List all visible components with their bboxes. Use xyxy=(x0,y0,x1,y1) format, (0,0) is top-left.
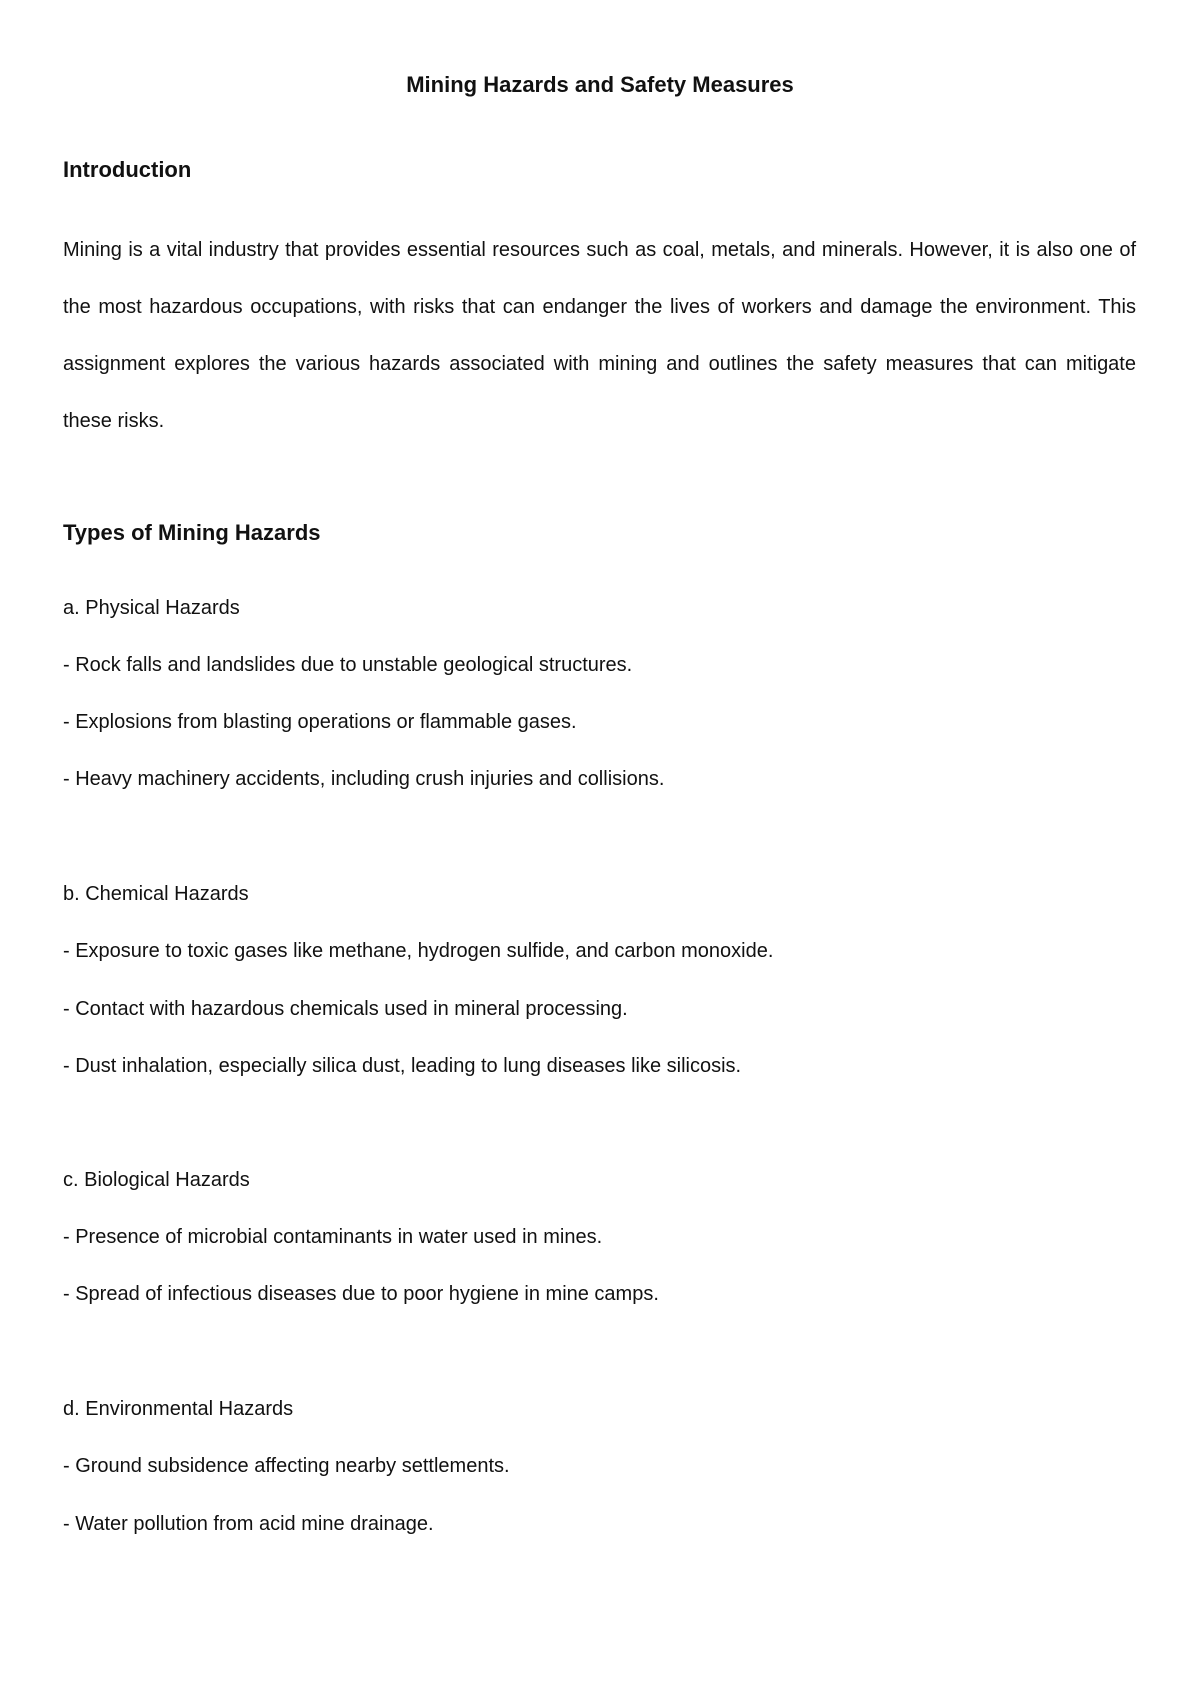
list-item: - Spread of infectious diseases due to poor hygiene in mine camps. xyxy=(63,1283,659,1305)
list-item: - Exposure to toxic gases like methane, hydrogen sulfide, and carbon monoxide. xyxy=(63,940,774,962)
list-item: - Contact with hazardous chemicals used in mineral processing. xyxy=(63,998,628,1020)
list-item: - Presence of microbial contaminants in water used in mines. xyxy=(63,1226,603,1248)
biological-hazards-label: c. Biological Hazards xyxy=(63,1169,250,1191)
list-item: - Dust inhalation, especially silica dust, leading to lung diseases like silicosis. xyxy=(63,1055,742,1077)
types-heading: Types of Mining Hazards xyxy=(63,520,321,545)
introduction-heading: Introduction xyxy=(63,157,192,182)
introduction-paragraph: Mining is a vital industry that provides essential resources such as coal, metals, and minerals. However, it is also one of the most hazardous occupations, with risks that can endanger the lives of workers and damage the environment. This assignment explores the various hazards associated with mining and outlines the safety measures that can mitigate these risks. xyxy=(63,239,1136,432)
list-item: - Explosions from blasting operations or flammable gases. xyxy=(63,711,577,733)
list-item: - Heavy machinery accidents, including crush injuries and collisions. xyxy=(63,768,665,790)
chemical-hazards-label: b. Chemical Hazards xyxy=(63,883,249,905)
list-item: - Water pollution from acid mine drainage. xyxy=(63,1513,434,1535)
list-item: - Rock falls and landslides due to unstable geological structures. xyxy=(63,654,633,676)
physical-hazards-label: a. Physical Hazards xyxy=(63,597,240,619)
document-title: Mining Hazards and Safety Measures xyxy=(406,72,794,97)
environmental-hazards-label: d. Environmental Hazards xyxy=(63,1398,294,1420)
list-item: - Ground subsidence affecting nearby settlements. xyxy=(63,1455,510,1477)
